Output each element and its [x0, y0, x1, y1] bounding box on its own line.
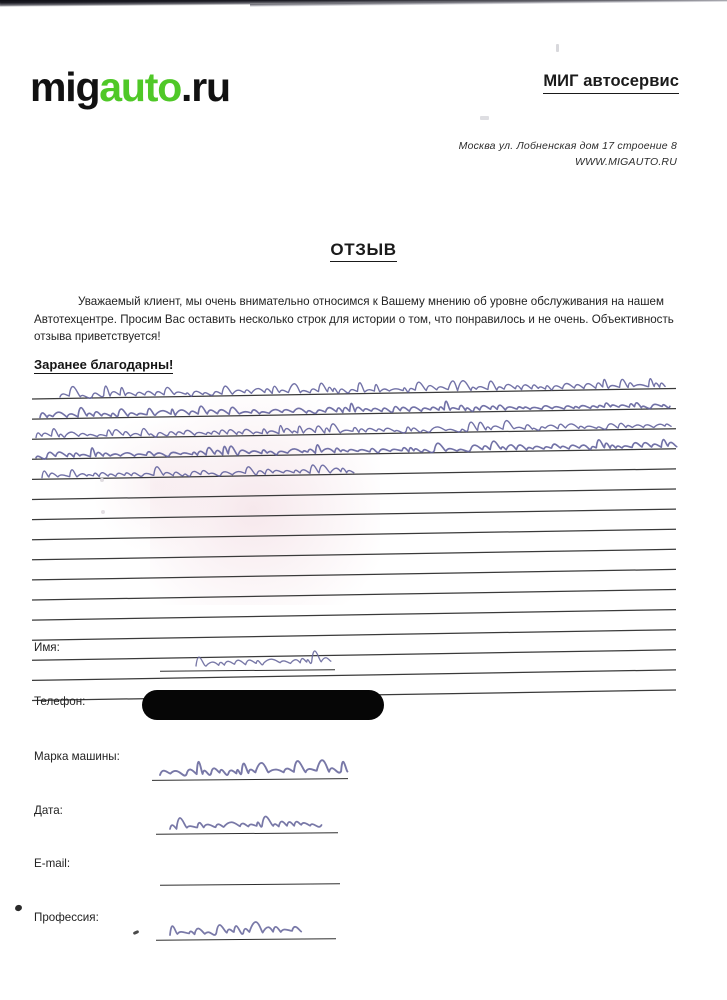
scan-speck	[133, 930, 140, 935]
field-underline-4	[160, 883, 340, 886]
company-website: WWW.MIGAUTO.RU	[575, 156, 677, 168]
field-label-1: Телефон:	[34, 695, 86, 708]
paper-stain-secondary	[95, 420, 215, 550]
intro-paragraph: Уважаемый клиент, мы очень внимательно относимся к Вашему мнению об уровне обслуживания на нашем Автотехцентре. Просим Вас оставить несколько строк для истории о том, что понравилось и не очень. Объективность отзыва приветствуется!	[34, 295, 674, 343]
field-underline-2	[152, 778, 348, 781]
scan-speck	[101, 510, 105, 514]
handwritten-value-5	[170, 922, 301, 935]
field-label-0: Имя:	[34, 641, 60, 654]
logo-part-auto: auto	[99, 64, 182, 110]
migauto-logo	[30, 64, 230, 110]
field-label-4: E-mail:	[34, 857, 71, 870]
handwritten-value-3	[170, 816, 322, 829]
field-underline-3	[156, 832, 338, 835]
thanks-note: Заранее благодарны!	[34, 357, 174, 372]
handwritten-value-2	[160, 760, 347, 775]
scan-speck	[100, 478, 104, 482]
paper-stain	[150, 395, 380, 605]
scan-speck	[480, 116, 489, 120]
field-underline-5	[156, 938, 336, 941]
logo-part-mig: mig	[30, 64, 100, 110]
page-title	[0, 240, 727, 260]
field-label-2: Марка машины:	[34, 750, 120, 763]
field-label-3: Дата:	[34, 804, 63, 817]
phone-redaction-bar	[142, 690, 384, 720]
company-address: Москва ул. Лобненская дом 17 строение 8	[458, 140, 677, 152]
scan-speck	[14, 904, 23, 912]
scan-speck	[556, 44, 559, 52]
page-title-text: ОТЗЫВ	[330, 240, 396, 262]
brand-title: МИГ автосервис	[543, 72, 679, 94]
handwritten-value-0	[196, 651, 331, 666]
field-underline-0	[160, 669, 335, 672]
logo-part-ru: .ru	[181, 64, 230, 110]
field-label-5: Профессия:	[34, 911, 99, 924]
